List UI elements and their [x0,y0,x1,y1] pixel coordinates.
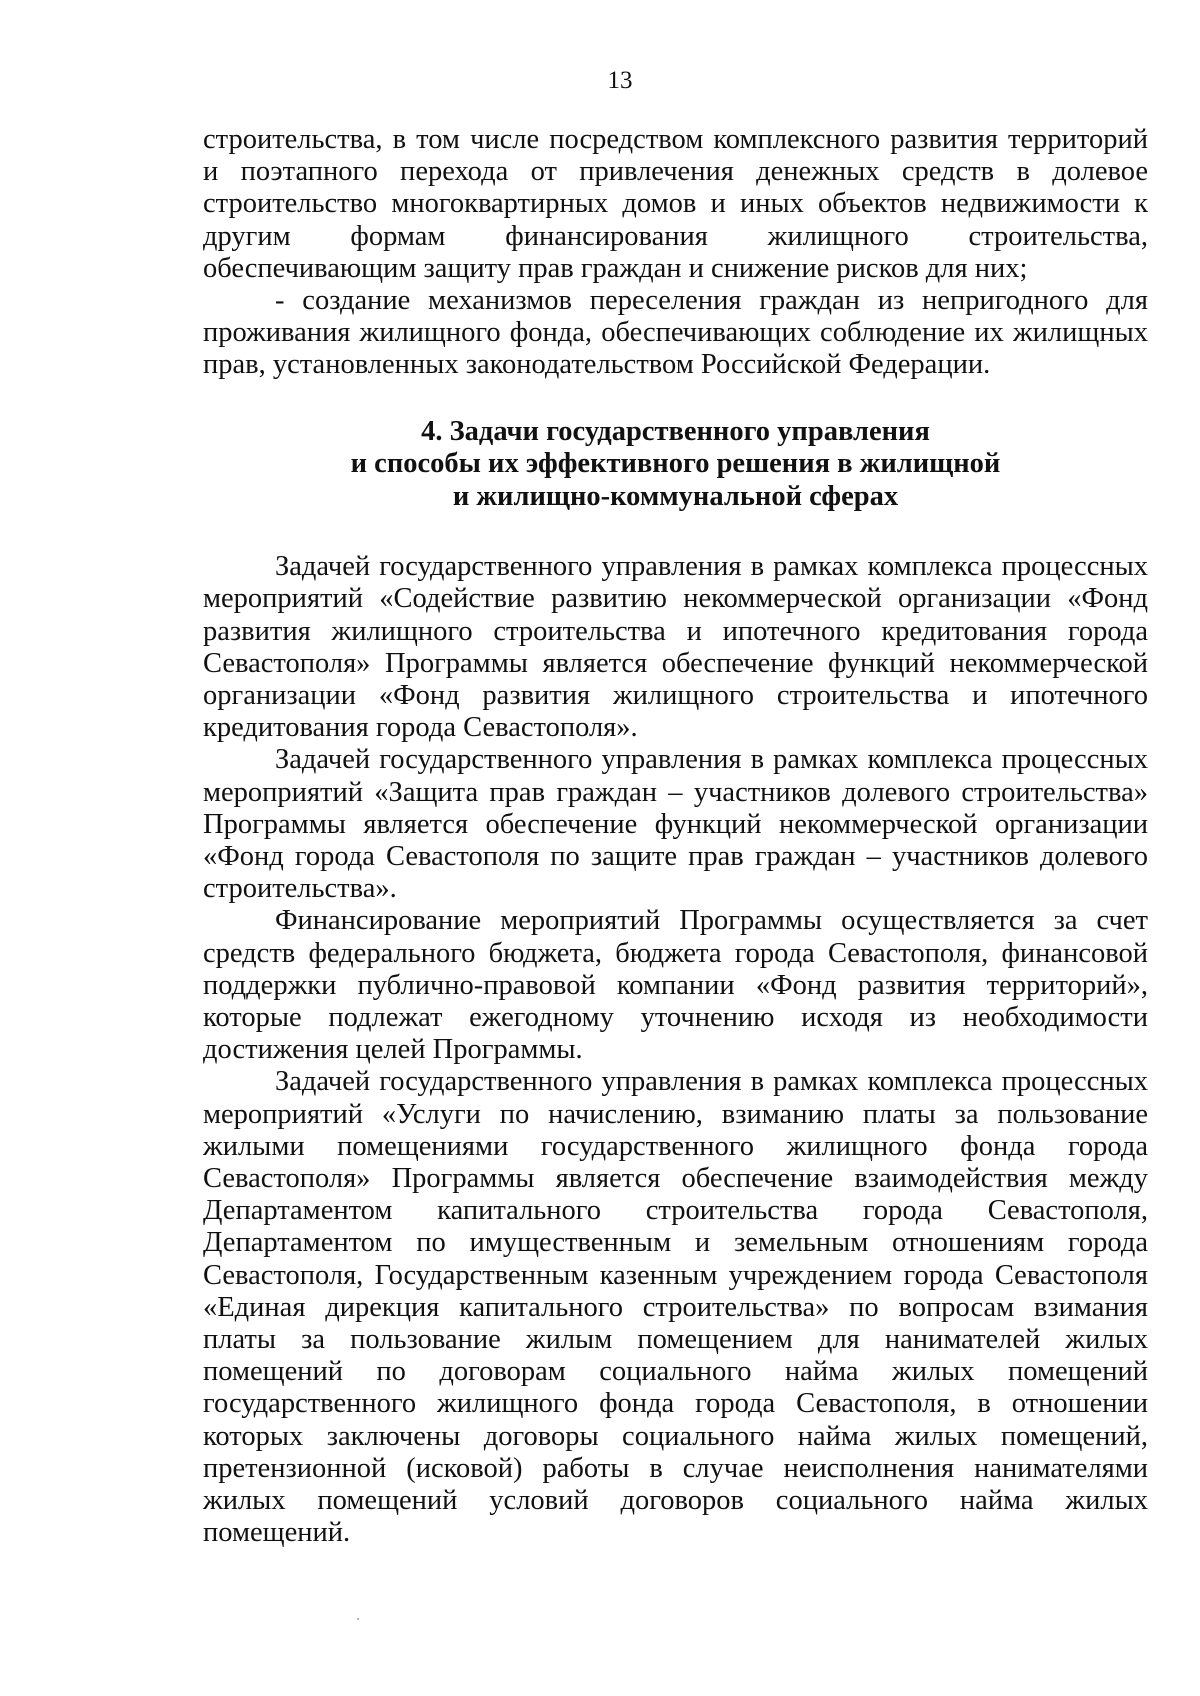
section-heading-line: и способы их эффективного решения в жилищной [350,448,1001,480]
scan-speck [357,1618,359,1620]
paragraph: Задачей государственного управления в рамках комплекса процессных мероприятий «Услуги по начислению, взиманию платы за пользование жилыми помещениями государственного жилищного фонда города Севастополя» Программы является обеспечение взаимодействия между Департаментом капитального строительства города Севастополя, Департаментом по имущественным и земельным отношениям города Севастополя, Государственным казенным учреждением города Севастополя «Единая дирекция капитального строительства» по вопросам взимания платы за пользование жилым помещением для нанимателей жилых помещений по договорам социального найма жилых помещений государственного жилищного фонда города Севастополя, в отношении которых заключены договоры социального найма жилых помещений, претензионной (исковой) работы в случае неисполнения нанимателями жилых помещений условий договоров социального найма жилых помещений. [203,1066,1148,1549]
paragraph: Задачей государственного управления в рамках комплекса процессных мероприятий «Содействие развитию некоммерческой организации «Фонд развития жилищного строительства и ипотечного кредитования города Севастополя» Программы является обеспечение функций некоммерческой организации «Фонд развития жилищного строительства и ипотечного кредитования города Севастополя». [203,551,1148,744]
page-number: 13 [607,67,633,94]
paragraph: Задачей государственного управления в рамках комплекса процессных мероприятий «Защита прав граждан – участников долевого строительства» Программы является обеспечение функций некоммерческой организации «Фонд города Севастополя по защите прав граждан – участников долевого строительства». [203,744,1148,905]
section-heading-line: 4. Задачи государственного управления [421,415,930,447]
paragraph-continuation: строительства, в том числе посредством комплексного развития территорий и поэтапного перехода от привлечения денежных средств в долевое строительство многоквартирных домов и иных объектов недвижимости к другим формам финансирования жилищного строительства, обеспечивающим защиту прав граждан и снижение рисков для них; [203,124,1148,284]
list-item-paragraph: - создание механизмов переселения граждан из непригодного для проживания жилищного фонда, обеспечивающих соблюдение их жилищных прав, установленных законодательством Российской Федерации. [203,285,1148,381]
section-heading [203,416,1148,514]
section-heading-line: и жилищно-коммунальной сферах [452,480,899,512]
document-body [203,124,1148,1549]
paragraph: Финансирование мероприятий Программы осуществляется за счет средств федерального бюджета, бюджета города Севастополя, финансовой поддержки публично-правовой компании «Фонд развития территорий», которые подлежат ежегодному уточнению исходя из необходимости достижения целей Программы. [203,905,1148,1066]
